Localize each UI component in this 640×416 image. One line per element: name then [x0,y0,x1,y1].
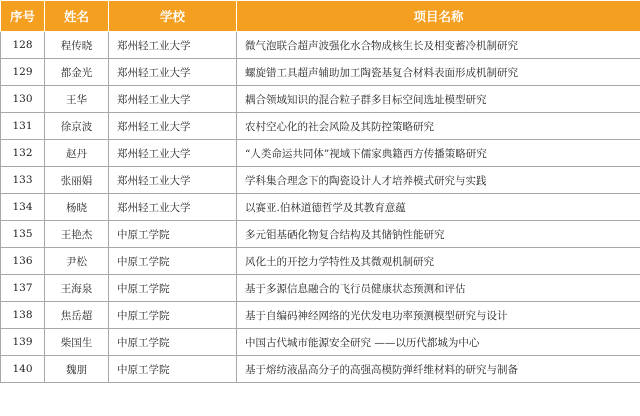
row-title: 基于自编码神经网络的光伏发电功率预测模型研究与设计 [237,302,640,329]
row-number: 129 [1,59,45,86]
table-row [1,356,640,383]
row-title: 农村空心化的社会风险及其防控策略研究 [237,113,640,140]
row-name: 程传晓 [45,32,109,59]
row-school: 郑州轻工业大学 [109,194,237,221]
row-title: 以赛亚.伯林道德哲学及其教育意蕴 [237,194,640,221]
row-number: 136 [1,248,45,275]
row-title: 风化土的开挖力学特性及其微观机制研究 [237,248,640,275]
table-header [1,1,640,32]
row-school: 中原工学院 [109,248,237,275]
row-number: 134 [1,194,45,221]
row-name: 焦岳超 [45,302,109,329]
row-name: 都金光 [45,59,109,86]
row-school: 中原工学院 [109,302,237,329]
row-school: 中原工学院 [109,221,237,248]
row-number: 133 [1,167,45,194]
row-title: 螺旋错工具超声辅助加工陶瓷基复合材料表面形成机制研究 [237,59,640,86]
row-number: 137 [1,275,45,302]
table-body [1,32,640,383]
row-title: 耦合领域知识的混合粒子群多目标空间选址模型研究 [237,86,640,113]
row-name: 王华 [45,86,109,113]
row-title: “人类命运共同体”视域下儒家典籍西方传播策略研究 [237,140,640,167]
row-school: 郑州轻工业大学 [109,113,237,140]
row-number: 138 [1,302,45,329]
row-title: 微气泡联合超声波强化水合物成核生长及相变蓄冷机制研究 [237,32,640,59]
table-row [1,329,640,356]
row-school: 郑州轻工业大学 [109,167,237,194]
row-title: 学科集合理念下的陶瓷设计人才培养模式研究与实践 [237,167,640,194]
row-name: 魏朋 [45,356,109,383]
row-name: 杨晓 [45,194,109,221]
row-school: 郑州轻工业大学 [109,140,237,167]
table-row [1,221,640,248]
row-school: 中原工学院 [109,275,237,302]
row-name: 张丽娟 [45,167,109,194]
table-row [1,113,640,140]
row-school: 郑州轻工业大学 [109,86,237,113]
row-name: 尹松 [45,248,109,275]
table-row [1,32,640,59]
row-name: 王艳杰 [45,221,109,248]
table-row [1,140,640,167]
table-row [1,194,640,221]
row-number: 130 [1,86,45,113]
row-school: 中原工学院 [109,329,237,356]
row-school: 中原工学院 [109,356,237,383]
header-row [1,1,640,32]
table-row [1,275,640,302]
row-name: 柴国生 [45,329,109,356]
row-name: 王海泉 [45,275,109,302]
header-name: 姓名 [45,1,109,32]
table-row [1,167,640,194]
header-number: 序号 [1,1,45,32]
row-title: 多元钼基硒化物复合结构及其储钠性能研究 [237,221,640,248]
row-title: 基于多源信息融合的飞行员健康状态预测和评估 [237,275,640,302]
row-name: 徐京波 [45,113,109,140]
row-school: 郑州轻工业大学 [109,59,237,86]
row-school: 郑州轻工业大学 [109,32,237,59]
row-number: 132 [1,140,45,167]
row-name: 赵丹 [45,140,109,167]
table-row [1,86,640,113]
header-title: 项目名称 [237,1,640,32]
table-row [1,59,640,86]
row-number: 131 [1,113,45,140]
row-title: 基于熔纺液晶高分子的高强高模防弹纤维材料的研究与制备 [237,356,640,383]
row-number: 128 [1,32,45,59]
row-number: 135 [1,221,45,248]
row-title: 中国古代城市能源安全研究 ——以历代都城为中心 [237,329,640,356]
table-row [1,302,640,329]
row-number: 139 [1,329,45,356]
row-number: 140 [1,356,45,383]
table-row [1,248,640,275]
header-school: 学校 [109,1,237,32]
